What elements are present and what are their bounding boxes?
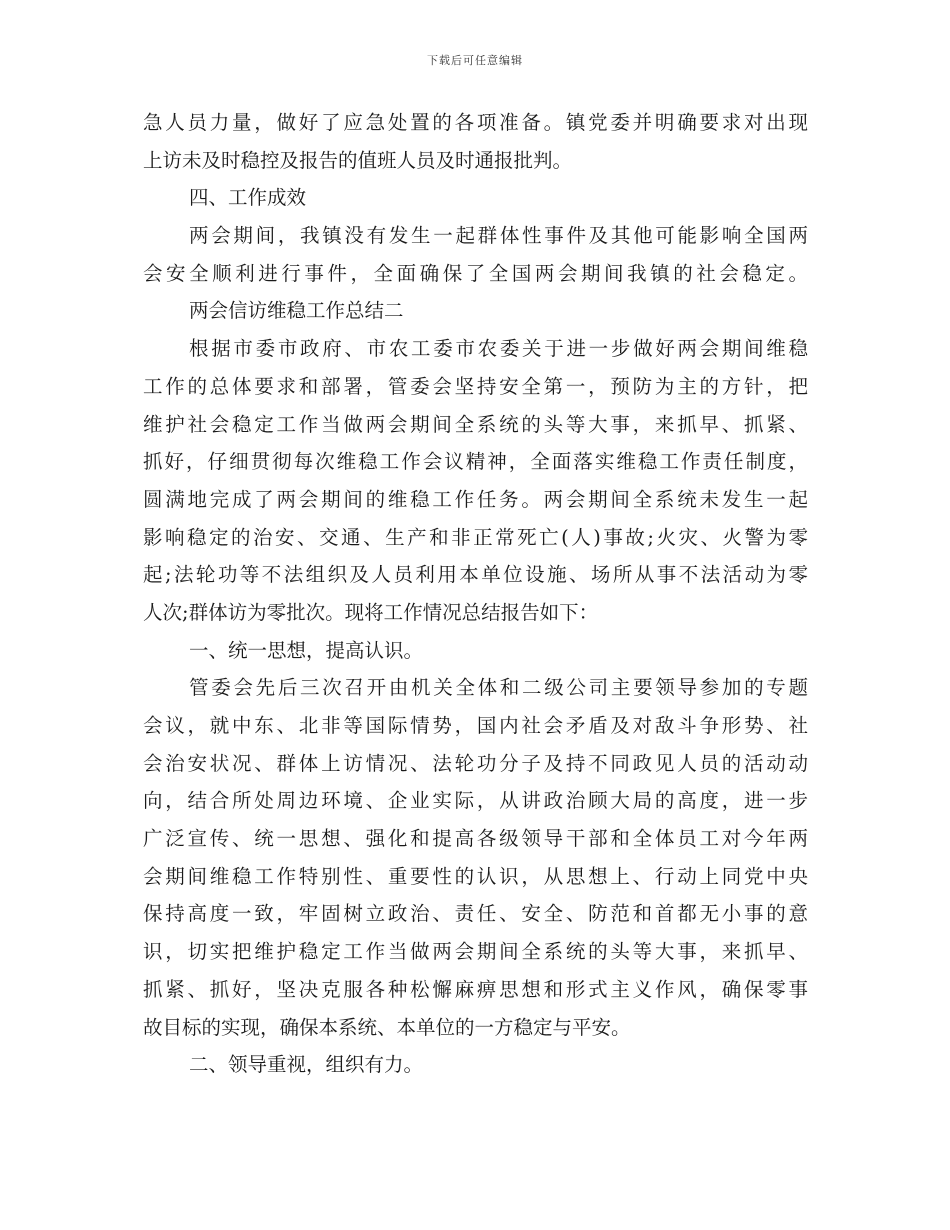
text-line: 急人员力量，做好了应急处置的各项准备。镇党委并明确要求对出现 [143, 111, 808, 134]
text-line: 根据市委市政府、市农工委市农委关于进一步做好两会期间维稳 [189, 337, 808, 361]
text-line: 管委会先后三次召开由机关全体和二级公司主要领导参加的专题 [189, 676, 808, 700]
text-line: 工作的总体要求和部署，管委会坚持安全第一，预防为主的方针，把 [143, 374, 808, 398]
text-line: 故目标的实现，确保本系统、本单位的一方稳定与平安。 [143, 1015, 631, 1039]
text-line: 会安全顺利进行事件，全面确保了全国两会期间我镇的社会稳定。 [143, 261, 808, 285]
page-header: 下载后可任意编辑 [427, 54, 523, 67]
text-line: 识，切实把维护稳定工作当做两会期间全系统的头等大事，来抓早、 [143, 940, 808, 964]
text-line: 抓紧、抓好，坚决克服各种松懈麻痹思想和形式主义作风，确保零事 [143, 977, 808, 1001]
text-line: 会治安状况、群体上访情况、法轮功分子及持不同政见人员的活动动 [143, 751, 808, 775]
document-body [143, 104, 808, 1084]
text-line: 抓好，仔细贯彻每次维稳工作会议精神，全面落实维稳工作责任制度， [143, 450, 808, 474]
text-line: 影响稳定的治安、交通、生产和非正常死亡(人)事故;火灾、火警为零 [143, 525, 808, 549]
section-title: 两会信访维稳工作总结二 [189, 299, 404, 323]
text-line: 圆满地完成了两会期间的维稳工作任务。两会期间全系统未发生一起 [143, 487, 808, 511]
section-heading: 四、工作成效 [189, 186, 307, 210]
text-line: 上访未及时稳控及报告的值班人员及时通报批判。 [143, 148, 573, 172]
text-line: 人次;群体访为零批次。现将工作情况总结报告如下： [143, 600, 599, 624]
text-line: 维护社会稳定工作当做两会期间全系统的头等大事，来抓早、抓紧、 [143, 412, 808, 436]
text-line: 两会期间，我镇没有发生一起群体性事件及其他可能影响全国两 [189, 224, 808, 248]
text-line: 起;法轮功等不法组织及人员利用本单位设施、场所从事不法活动为零 [143, 563, 808, 587]
text-line: 保持高度一致，牢固树立政治、责任、安全、防范和首都无小事的意 [143, 902, 808, 926]
text-line: 会议，就中东、北非等国际情势，国内社会矛盾及对敌斗争形势、社 [143, 714, 808, 737]
text-line: 向，结合所处周边环境、企业实际，从讲政治顾大局的高度，进一步 [143, 789, 808, 813]
section-heading: 二、领导重视，组织有力。 [189, 1053, 424, 1077]
section-heading: 一、统一思想，提高认识。 [189, 638, 424, 662]
text-line: 会期间维稳工作特别性、重要性的认识，从思想上、行动上同党中央 [143, 864, 808, 888]
text-line: 广泛宣传、统一思想、强化和提高各级领导干部和全体员工对今年两 [143, 827, 808, 851]
